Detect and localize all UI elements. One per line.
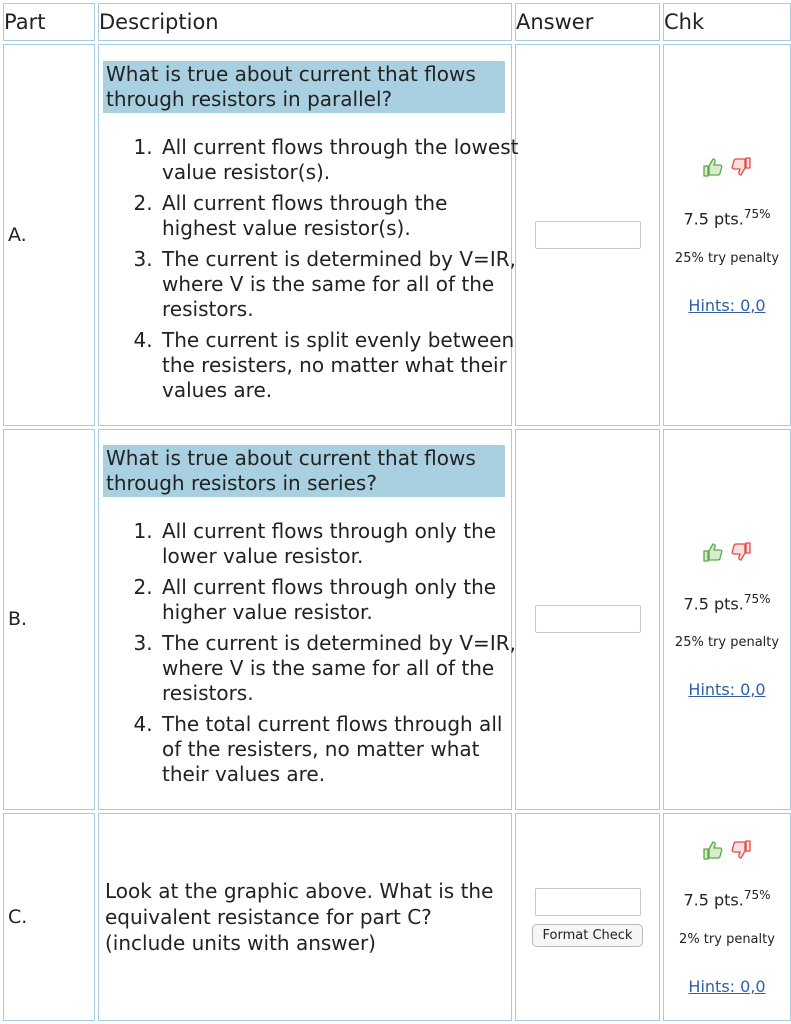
thumbs-down-icon[interactable]: [729, 540, 753, 568]
thumbs-up-icon[interactable]: [701, 838, 725, 866]
option-item: 2. All current flows through only the higher value resistor.: [159, 575, 519, 625]
part-label: B.: [3, 429, 95, 810]
option-item: 2. All current flows through the highest value resistor(s).: [159, 191, 519, 241]
question-text: What is true about current that flows through resistors in parallel?: [103, 61, 505, 113]
points-label: 7.5 pts.$^{75\%}$: [683, 207, 771, 229]
options-list: [103, 135, 519, 403]
header-part: Part: [3, 3, 95, 41]
header-chk: Chk: [663, 3, 791, 41]
description-cell: [98, 44, 519, 425]
answer-cell: [515, 813, 660, 1021]
check-cell: [663, 429, 791, 810]
points-label: 7.5 pts.$^{75\%}$: [683, 591, 771, 614]
part-label: A.: [3, 44, 95, 425]
try-penalty: 2% try penalty: [679, 931, 775, 947]
thumbs-up-icon[interactable]: [701, 540, 725, 568]
hints-link[interactable]: Hints: 0,0: [688, 295, 766, 315]
option-item: 4. The total current flows through all of the resisters, no matter what their values are.: [159, 712, 519, 787]
hints-link[interactable]: Hints: 0,0: [688, 680, 766, 700]
try-penalty: 25% try penalty: [674, 250, 780, 266]
check-cell: [663, 44, 791, 425]
option-item: 3. The current is determined by V=IR, where V is the same for all of the resistors.: [159, 631, 519, 706]
thumbs-up-icon[interactable]: [701, 155, 725, 183]
answer-input[interactable]: [535, 888, 641, 916]
points-label: 7.5 pts.$^{75\%}$: [683, 888, 771, 910]
option-item: 1. All current flows through the lowest value resistor(s).: [159, 135, 519, 185]
description-cell: [98, 429, 516, 810]
answer-input[interactable]: [535, 605, 641, 633]
option-item: 4. The current is split evenly between the resisters, no matter what their values are.: [159, 328, 519, 403]
options-list: [103, 519, 519, 787]
check-cell: [663, 813, 791, 1021]
answer-cell: [515, 429, 660, 810]
hints-link[interactable]: Hints: 0,0: [688, 976, 766, 996]
format-check-button[interactable]: Format Check: [532, 924, 644, 947]
part-label: C.: [3, 813, 95, 1021]
problem-row-b: [3, 429, 791, 810]
question-text: Look at the graphic above. What is the equivalent resistance for part C? (include units with answer): [105, 879, 494, 956]
option-item: 1. All current flows through only the lower value resistor.: [159, 519, 519, 569]
answer-cell: [515, 44, 660, 425]
problem-row-a: [3, 44, 791, 425]
header-answer: Answer: [515, 3, 660, 41]
thumbs-down-icon[interactable]: [729, 838, 753, 866]
problem-row-c: [3, 813, 791, 1021]
thumbs-down-icon[interactable]: [729, 155, 753, 183]
try-penalty: 25% try penalty: [674, 635, 780, 651]
question-text: What is true about current that flows through resistors in series?: [103, 445, 505, 497]
description-cell: [98, 813, 512, 1021]
header-row: [3, 3, 791, 41]
header-description: Description: [98, 3, 512, 41]
answer-input[interactable]: [535, 221, 641, 249]
option-item: 3. The current is determined by V=IR, where V is the same for all of the resistors.: [159, 247, 519, 322]
